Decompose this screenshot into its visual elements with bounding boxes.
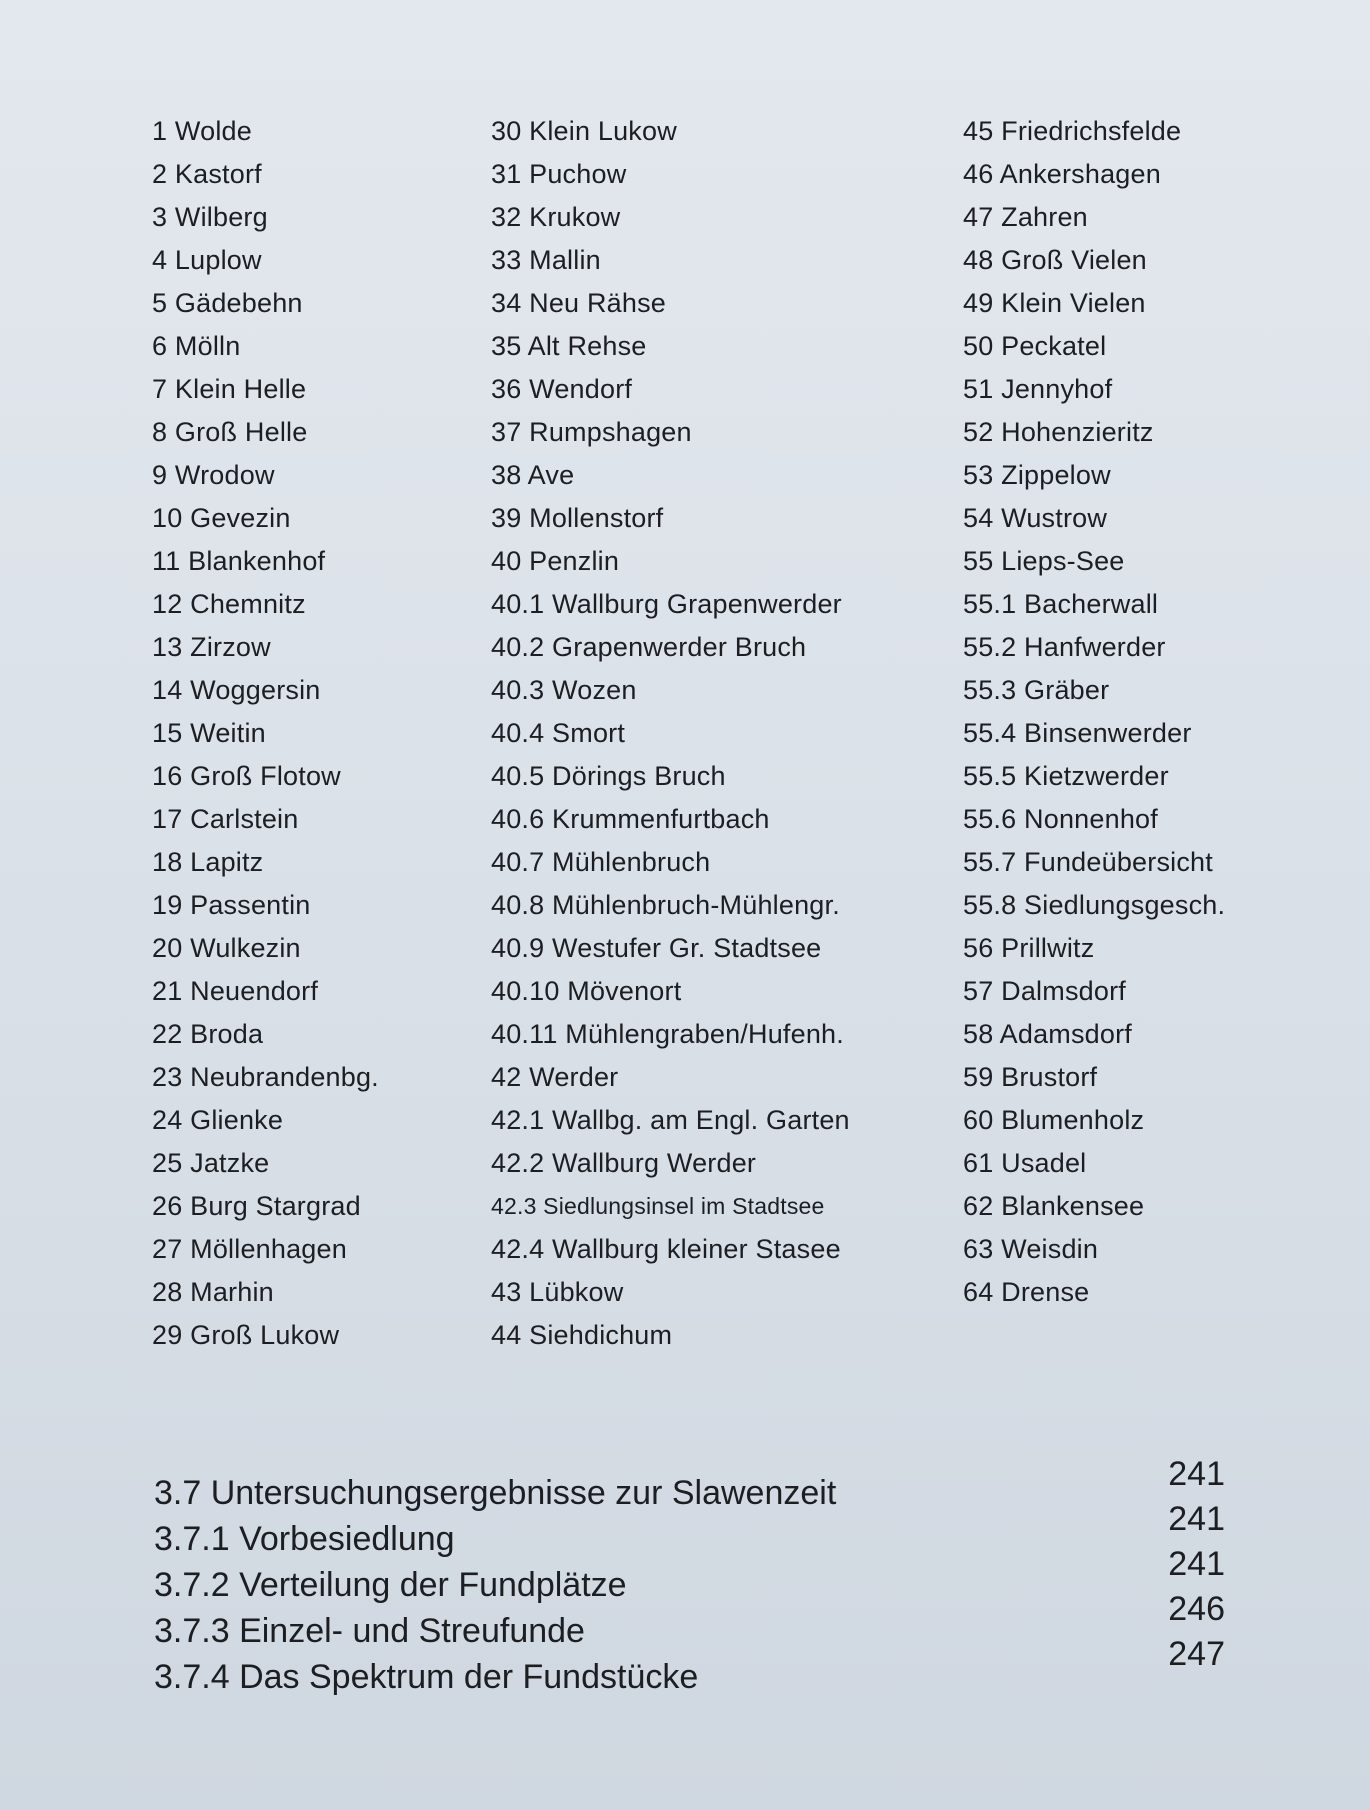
list-item: 7 Klein Helle: [152, 374, 307, 404]
list-item: 6 Mölln: [152, 331, 241, 361]
list-item: 51 Jennyhof: [963, 374, 1113, 404]
list-item: 33 Mallin: [491, 245, 601, 275]
list-item: 62 Blankensee: [963, 1191, 1145, 1221]
list-item: 64 Drense: [963, 1277, 1090, 1307]
list-item: 8 Groß Helle: [152, 417, 308, 447]
page-number: 241: [1168, 1500, 1225, 1538]
toc-entry: 3.7.4 Das Spektrum der Fundstücke: [154, 1658, 699, 1696]
list-item: 30 Klein Lukow: [491, 116, 677, 146]
list-item: 19 Passentin: [152, 890, 311, 920]
list-item: 55.7 Fundeübersicht: [963, 847, 1213, 877]
place-list-column-1: [152, 110, 379, 1357]
list-item: 48 Groß Vielen: [963, 245, 1147, 275]
list-item: 24 Glienke: [152, 1105, 284, 1135]
list-item: 12 Chemnitz: [152, 589, 306, 619]
toc-page-numbers: [1165, 1452, 1225, 1677]
list-item: 34 Neu Rähse: [491, 288, 667, 318]
toc-entry: 3.7 Untersuchungsergebnisse zur Slawenzeit: [154, 1474, 837, 1512]
list-item: 55.1 Bacherwall: [963, 589, 1159, 619]
list-item: 9 Wrodow: [152, 460, 275, 490]
list-item: 16 Groß Flotow: [152, 761, 341, 791]
list-item: 37 Rumpshagen: [491, 417, 692, 447]
list-item: 3 Wilberg: [152, 202, 268, 232]
list-item: 38 Ave: [491, 460, 575, 490]
list-item: 39 Mollenstorf: [491, 503, 664, 533]
list-item: 55.5 Kietzwerder: [963, 761, 1169, 791]
list-item: 29 Groß Lukow: [152, 1320, 340, 1350]
list-item: 46 Ankershagen: [963, 159, 1161, 189]
toc-entry: 3.7.2 Verteilung der Fundplätze: [154, 1566, 627, 1604]
list-item: 11 Blankenhof: [152, 546, 326, 576]
list-item: 31 Puchow: [491, 159, 627, 189]
list-item: 15 Weitin: [152, 718, 266, 748]
list-item: 55.4 Binsenwerder: [963, 718, 1192, 748]
list-item: 40.5 Dörings Bruch: [491, 761, 726, 791]
list-item: 44 Siehdichum: [491, 1320, 673, 1350]
list-item: 25 Jatzke: [152, 1148, 270, 1178]
list-item: 40.3 Wozen: [491, 675, 637, 705]
list-item: 55 Lieps-See: [963, 546, 1125, 576]
list-item: 47 Zahren: [963, 202, 1088, 232]
list-item: 42.3 Siedlungsinsel im Stadtsee: [491, 1193, 825, 1219]
list-item: 1 Wolde: [152, 116, 252, 146]
list-item: 40.9 Westufer Gr. Stadtsee: [491, 933, 822, 963]
list-item: 21 Neuendorf: [152, 976, 319, 1006]
list-item: 40.8 Mühlenbruch-Mühlengr.: [491, 890, 840, 920]
list-item: 42.2 Wallburg Werder: [491, 1148, 757, 1178]
list-item: 42 Werder: [491, 1062, 619, 1092]
list-item: 57 Dalmsdorf: [963, 976, 1126, 1006]
list-item: 2 Kastorf: [152, 159, 262, 189]
list-item: 4 Luplow: [152, 245, 262, 275]
list-item: 55.6 Nonnenhof: [963, 804, 1158, 834]
list-item: 53 Zippelow: [963, 460, 1111, 490]
list-item: 20 Wulkezin: [152, 933, 301, 963]
list-item: 40.2 Grapenwerder Bruch: [491, 632, 807, 662]
list-item: 26 Burg Stargrad: [152, 1191, 361, 1221]
list-item: 63 Weisdin: [963, 1234, 1099, 1264]
page-number: 247: [1168, 1635, 1225, 1673]
place-list-column-3: [963, 110, 1225, 1314]
list-item: 58 Adamsdorf: [963, 1019, 1133, 1049]
list-item: 50 Peckatel: [963, 331, 1107, 361]
list-item: 49 Klein Vielen: [963, 288, 1146, 318]
list-item: 40.11 Mühlengraben/Hufenh.: [491, 1019, 844, 1049]
page-number: 246: [1168, 1590, 1225, 1628]
list-item: 61 Usadel: [963, 1148, 1087, 1178]
list-item: 56 Prillwitz: [963, 933, 1095, 963]
list-item: 40.1 Wallburg Grapenwerder: [491, 589, 842, 619]
page-number: 241: [1168, 1545, 1225, 1583]
list-item: 42.1 Wallbg. am Engl. Garten: [491, 1105, 850, 1135]
table-of-contents: [154, 1470, 836, 1700]
list-item: 43 Lübkow: [491, 1277, 624, 1307]
page-number: 241: [1168, 1455, 1225, 1493]
list-item: 40.10 Mövenort: [491, 976, 682, 1006]
list-item: 27 Möllenhagen: [152, 1234, 347, 1264]
toc-entry: 3.7.1 Vorbesiedlung: [154, 1520, 455, 1558]
list-item: 55.8 Siedlungsgesch.: [963, 890, 1226, 920]
list-item: 52 Hohenzieritz: [963, 417, 1154, 447]
list-item: 32 Krukow: [491, 202, 621, 232]
list-item: 55.3 Gräber: [963, 675, 1110, 705]
place-list-column-2: [491, 110, 850, 1357]
list-item: 54 Wustrow: [963, 503, 1108, 533]
list-item: 18 Lapitz: [152, 847, 264, 877]
list-item: 36 Wendorf: [491, 374, 633, 404]
list-item: 59 Brustorf: [963, 1062, 1098, 1092]
list-item: 23 Neubrandenbg.: [152, 1062, 379, 1092]
list-item: 45 Friedrichsfelde: [963, 116, 1182, 146]
list-item: 40.7 Mühlenbruch: [491, 847, 711, 877]
toc-entry: 3.7.3 Einzel- und Streufunde: [154, 1612, 585, 1650]
list-item: 42.4 Wallburg kleiner Stasee: [491, 1234, 841, 1264]
list-item: 13 Zirzow: [152, 632, 271, 662]
list-item: 10 Gevezin: [152, 503, 291, 533]
list-item: 40.4 Smort: [491, 718, 626, 748]
list-item: 22 Broda: [152, 1019, 264, 1049]
list-item: 14 Woggersin: [152, 675, 321, 705]
list-item: 5 Gädebehn: [152, 288, 303, 318]
list-item: 55.2 Hanfwerder: [963, 632, 1166, 662]
list-item: 40.6 Krummenfurtbach: [491, 804, 770, 834]
list-item: 17 Carlstein: [152, 804, 299, 834]
list-item: 28 Marhin: [152, 1277, 274, 1307]
list-item: 40 Penzlin: [491, 546, 620, 576]
list-item: 60 Blumenholz: [963, 1105, 1145, 1135]
list-item: 35 Alt Rehse: [491, 331, 647, 361]
